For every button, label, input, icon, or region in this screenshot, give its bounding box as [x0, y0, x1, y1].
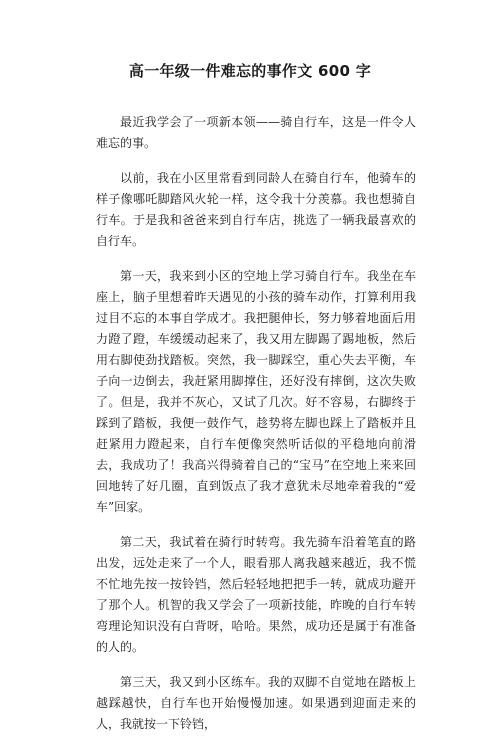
article-body: [96, 112, 416, 749]
paragraph-4: 第二天，我试着在骑行时转弯。我先骑车沿着笔直的路出发，远处走来了一个人，眼看那人离我越来越近，我不慌不忙地先按一按铃铛，然后轻轻地把把手一转，就成功避开了那个人。机智的我又学会了一项新技能，昨晚的自行车转弯理论知识没有白背呀，哈哈。果然，成功还是属于有准备的人的。: [96, 535, 416, 654]
paragraph-2: 以前，我在小区里常看到同龄人在骑自行车，他骑车的样子像哪吒脚踏风火轮一样，这令我十分羡慕。我也想骑自行车。于是我和爸爸来到自行车店，挑选了一辆我最喜欢的自行车。: [96, 171, 416, 248]
paragraph-1: 最近我学会了一项新本领——骑自行车，这是一件令人难忘的事。: [96, 115, 416, 150]
page-title: 高一年级一件难忘的事作文 600 字: [128, 62, 372, 80]
paragraph-5: 第三天，我又到小区练车。我的双脚不自觉地在踏板上越踩越快，自行车也开始慢慢加速。如果遇到迎面走来的人，我就按一下铃铛，: [96, 675, 416, 731]
paragraph-3: 第一天，我来到小区的空地上学习骑自行车。我坐在车座上，脑子里想着昨天遇见的小孩的骑车动作，打算利用我过目不忘的本事自学成才。我把腿伸长，努力够着地面后用力蹬了蹬，车缓缓动起来了，我又用左脚踢了踢地板，然后用右脚使劲找踏板。突然，我一脚踩空，重心失去平衡，车子向一边倒去，我赶紧用脚撑住，还好没有摔倒，这次失败了。但是，我并不灰心，又试了几次。好不容易，右脚终于踩到了踏板，我便一鼓作气，趁势将左脚也踩上了踏板并且赶紧用力蹬起来，自行车便像突然听话似的平稳地向前滑去，我成功了！我高兴得骑着自己的“宝马”在空地上来来回回地转了好几圈，直到饭点了我才意犹未尽地牵着我的“爱车”回家。: [96, 269, 416, 514]
